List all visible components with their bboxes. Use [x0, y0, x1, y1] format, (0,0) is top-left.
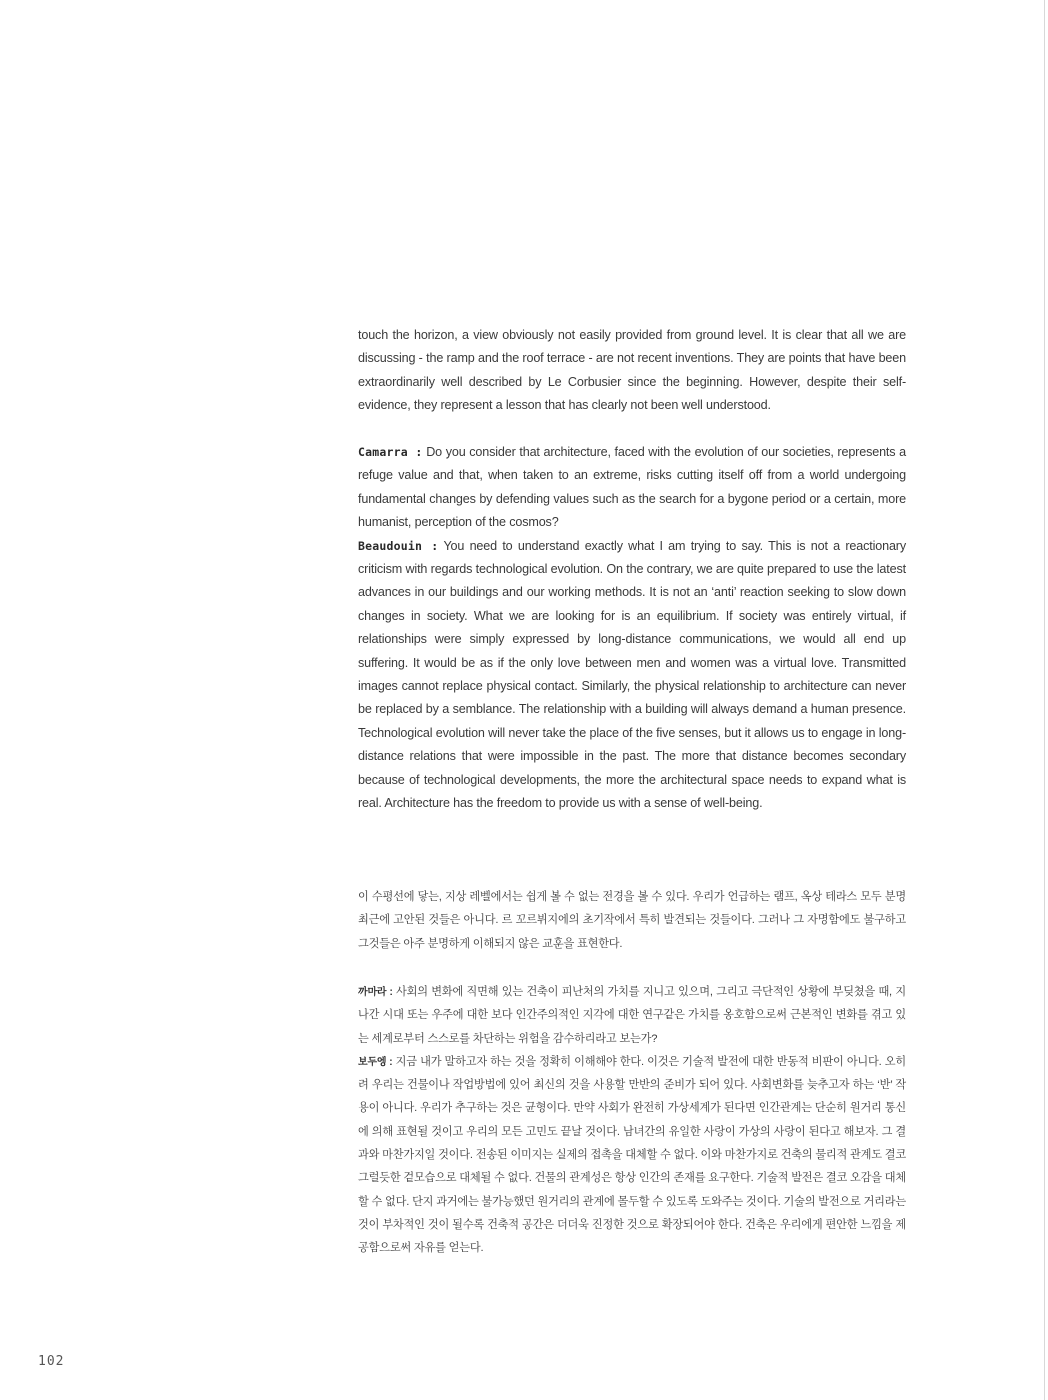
speaker-label-beaudouin: Beaudouin :	[358, 538, 439, 553]
korean-answer-text: 지금 내가 말하고자 하는 것을 정확히 이해해야 한다. 이것은 기술적 발전에 대한 반동적 비판이 아니다. 오히려 우리는 건물이나 작업방법에 있어 최신의 것을 사용할 만반의 준비가 되어 있다. 사회변화를 늦추고자 하는 ‘반’ 작용이 아니다. 우리가 추구하는 것은 균형이다. 만약 사회가 완전히 가상세계가 된다면 인간관계는 단순히 원거리 통신에 의해 표현될 것이고 우리의 모든 고민도 끝날 것이다. 남녀간의 유일한 사랑이 가상의 사랑이 된다고 해보자. 그 결과와 마찬가지일 것이다. 전송된 이미지는 실제의 접촉을 대체할 수 없다. 이와 마찬가지로 건축의 물리적 관계도 결코 그럴듯한 겉모습으로 대체될 수 없다. 건물의 관계성은 항상 인간의 존재를 요구한다. 기술적 발전은 결코 오감을 대체할 수 없다. 단지 과거에는 불가능했던 원거리의 관계에 몰두할 수 있도록 도와주는 것이다. 기술의 발전으로 거리라는 것이 부차적인 것이 될수록 건축적 공간은 더더욱 진정한 것으로 확장되어야 한다. 건축은 우리에게 편안한 느낌을 제공함으로써 자유를 얻는다.	[358, 1055, 906, 1255]
korean-question-text: 사회의 변화에 직면해 있는 건축이 피난처의 가치를 지니고 있으며, 그리고 극단적인 상황에 부딪쳤을 때, 지나간 시대 또는 우주에 대한 보다 인간주의적인 지각에 대한 연구같은 가치를 옹호함으로써 근본적인 변화를 겪고 있는 세계로부터 스스로를 차단하는 위험을 감수하리라고 보는가?	[358, 986, 906, 1045]
speaker-label-camarra: Camarra :	[358, 445, 423, 459]
english-answer-paragraph	[358, 535, 906, 816]
korean-speaker-label-camarra: 까마라 :	[358, 987, 393, 998]
english-question-paragraph	[358, 441, 906, 535]
page-number: 102	[38, 1354, 65, 1369]
english-question-text: Do you consider that architecture, faced with the evolution of our societies, represents a refuge value and that, when taken to an extreme, risks cutting itself off from a world undergoing fundamental changes by defending values such as the search for a bygone period or a certain, more humanist, perception of the cosmos?	[358, 445, 906, 530]
korean-speaker-label-beaudouin: 보두엥 :	[358, 1056, 393, 1068]
english-intro-paragraph	[358, 324, 906, 418]
korean-question-paragraph	[358, 981, 906, 1051]
page-edge-line	[1044, 0, 1045, 1400]
english-interview-dialogue	[358, 441, 906, 816]
english-intro-text: touch the horizon, a view obviously not easily provided from ground level. It is clear that all we are discussing - the ramp and the roof terrace - are not recent inventions. They are points that have been extraordinarily well described by Le Corbusier since the beginning. However, despite their self-evidence, they represent a lesson that has clearly not been well understood.	[358, 328, 906, 413]
english-answer-text: You need to understand exactly what I am trying to say. This is not a reactionary criticism with regards technological evolution. On the contrary, we are quite prepared to use the latest advances in our buildings and our working methods. It is not an ‘anti’ reaction seeking to slow down changes in society. What we are looking for is an equilibrium. If society was entirely virtual, if relationships were simply expressed by long-distance communications, we would all end up suffering. It would be as if the only love between men and women was a virtual love. Transmitted images cannot replace physical contact. Similarly, the physical relationship to architecture can never be replaced by a semblance. The relationship with a building will always demand a human presence. Technological evolution will never take the place of the five senses, but it allows us to engage in long-distance relations that were impossible in the past. The more that distance becomes secondary because of technological developments, the more the architectural space needs to expand what is real. Architecture has the freedom to provide us with a sense of well-being.	[358, 538, 906, 811]
korean-answer-paragraph	[358, 1051, 906, 1261]
korean-intro-text: 이 수평선에 닿는, 지상 레벨에서는 쉽게 볼 수 없는 전경을 볼 수 있다. 우리가 언급하는 램프, 옥상 테라스 모두 분명 최근에 고안된 것들은 아니다. 르 꼬르뷔지에의 초기작에서 특히 발견되는 것들이다. 그러나 그 자명함에도 불구하고 그것들은 아주 분명하게 이해되지 않은 교훈을 표현한다.	[358, 891, 906, 950]
korean-interview-dialogue	[358, 981, 906, 1261]
korean-intro-paragraph	[358, 886, 906, 956]
